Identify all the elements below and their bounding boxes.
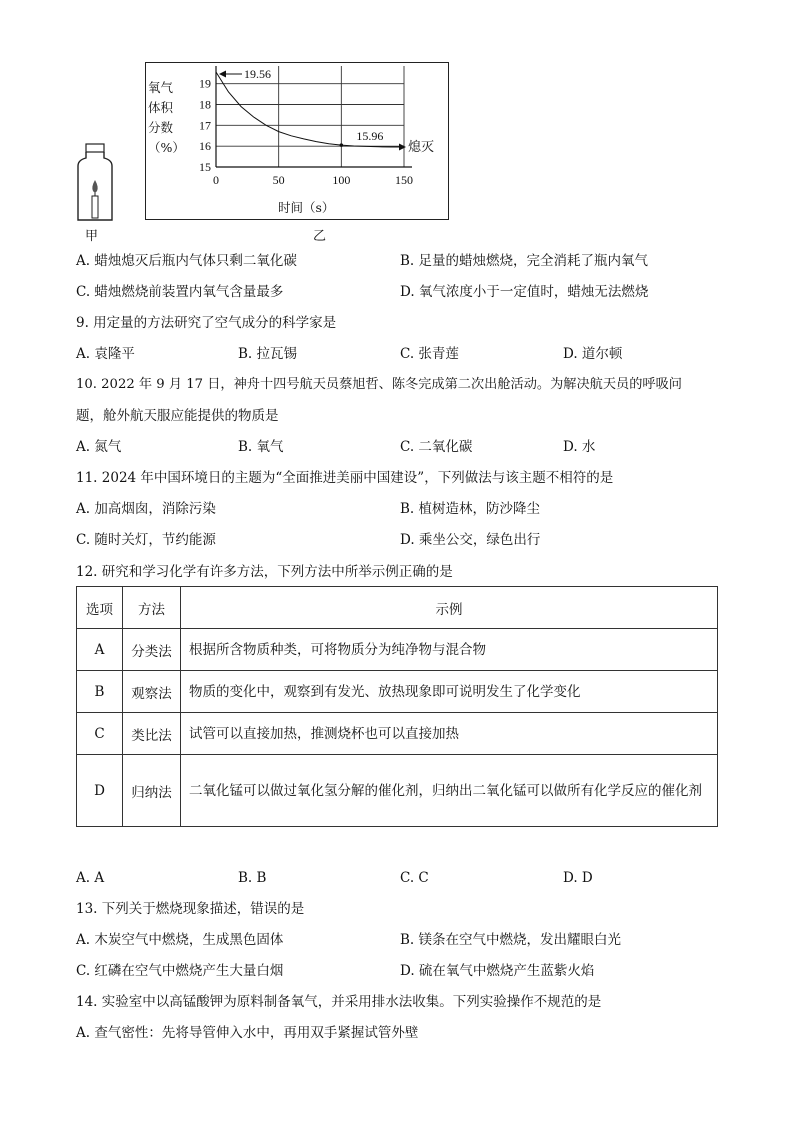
table-cell: 根据所含物质种类，可将物质分为纯净物与混合物: [181, 629, 718, 671]
q12-table: [76, 586, 718, 827]
table-cell: D: [77, 755, 123, 827]
q10-stem-line1: 10. 2022 年 9 月 17 日，神舟十四号航天员蔡旭哲、陈冬完成第二次出舱活动。为解决航天员的呼吸问: [76, 377, 682, 392]
q13-stem: 13. 下列关于燃烧现象描述，错误的是: [76, 901, 305, 917]
chart-xlabel: 时间（s）: [278, 200, 335, 215]
y-tick-label: 15: [199, 160, 211, 174]
q9-option-a: A. 袁隆平: [76, 346, 135, 362]
table-header-row: [77, 587, 718, 629]
start-arrow-head: [219, 71, 226, 78]
q10-option-b: B. 氧气: [238, 439, 284, 455]
table-row: [77, 629, 718, 671]
y-tick-label: 19: [199, 76, 211, 91]
table-cell: A: [77, 629, 123, 671]
x-tick-label: 50: [272, 173, 285, 187]
x-tick-label: 0: [213, 173, 219, 187]
q12-option-b: B. B: [238, 870, 267, 886]
q11-stem: 11. 2024 年中国环境日的主题为“全面推进美丽中国建设”，下列做法与该主题不相符的是: [76, 470, 614, 486]
q11-option-c: C. 随时关灯，节约能源: [76, 532, 216, 548]
jar-label: 甲: [85, 229, 99, 244]
table-cell: B: [77, 671, 123, 713]
table-cell: 分类法: [123, 629, 181, 671]
q13-option-c: C. 红磷在空气中燃烧产生大量白烟: [76, 963, 284, 979]
table-cell: 试管可以直接加热，推测烧杯也可以直接加热: [181, 713, 718, 755]
candle-jar-figure: [74, 142, 116, 224]
q10-stem-line2: 题，舱外航天服应能提供的物质是: [76, 408, 279, 424]
end-arrow: [399, 144, 406, 151]
q11-option-b: B. 植树造林，防沙降尘: [400, 501, 541, 517]
table-header: 示例: [181, 587, 718, 629]
q12-stem: 12. 研究和学习化学有许多方法，下列方法中所举示例正确的是: [76, 564, 453, 580]
y-tick-label: 17: [199, 118, 211, 133]
oxygen-chart: [180, 64, 444, 214]
table-row: [77, 755, 718, 827]
x-tick-label: 150: [395, 173, 413, 187]
table-cell: 物质的变化中，观察到有发光、放热现象即可说明发生了化学变化: [181, 671, 718, 713]
panel-label: 乙: [313, 229, 327, 244]
q14-stem: 14. 实验室中以高锰酸钾为原料制备氧气，并采用排水法收集。下列实验操作不规范的是: [76, 994, 602, 1010]
table-cell: C: [77, 713, 123, 755]
q13-option-d: D. 硫在氧气中燃烧产生蓝紫火焰: [400, 963, 595, 979]
table-header: 方法: [123, 587, 181, 629]
q13-option-b: B. 镁条在空气中燃烧，发出耀眼白光: [400, 932, 622, 948]
ylabel-line: 分数: [148, 120, 174, 135]
q8-option-c: C. 蜡烛燃烧前装置内氧气含量最多: [76, 284, 284, 300]
table-row: [77, 671, 718, 713]
table-cell: 观察法: [123, 671, 181, 713]
q13-option-a: A. 木炭空气中燃烧，生成黑色固体: [76, 932, 284, 948]
q11-option-d: D. 乘坐公交，绿色出行: [400, 532, 541, 548]
q9-option-c: C. 张青莲: [400, 346, 459, 362]
annotation-end-value: 15.96: [356, 129, 384, 143]
ylabel-line: 体积: [148, 100, 174, 115]
q10-option-c: C. 二氧化碳: [400, 439, 473, 455]
table-row: [77, 713, 718, 755]
ylabel-line: （%）: [148, 140, 185, 155]
q10-option-d: D. 水: [563, 439, 596, 455]
q12-option-a: A. A: [76, 870, 105, 886]
table-cell: 类比法: [123, 713, 181, 755]
q12-option-c: C. C: [400, 870, 429, 886]
table-cell: 归纳法: [123, 755, 181, 827]
q14-option-a: A. 查气密性：先将导管伸入水中，再用双手紧握试管外壁: [76, 1025, 419, 1041]
q11-option-a: A. 加高烟囱，消除污染: [76, 501, 216, 517]
annotation-start-value: 19.56: [244, 67, 271, 81]
annotation-extinguish: 熄灭: [408, 140, 435, 155]
q9-stem: 9. 用定量的方法研究了空气成分的科学家是: [76, 315, 337, 331]
q9-option-d: D. 道尔顿: [563, 346, 623, 362]
table-header: 选项: [77, 587, 123, 629]
q10-option-a: A. 氮气: [76, 439, 122, 455]
q8-option-a: A. 蜡烛熄灭后瓶内气体只剩二氧化碳: [76, 253, 297, 269]
q9-option-b: B. 拉瓦锡: [238, 346, 298, 362]
q12-option-d: D. D: [563, 870, 593, 886]
table-cell: 二氧化锰可以做过氧化氢分解的催化剂，归纳出二氧化锰可以做所有化学反应的催化剂: [181, 755, 718, 827]
q8-option-d: D. 氧气浓度小于一定值时，蜡烛无法燃烧: [400, 284, 649, 300]
y-tick-label: 18: [199, 97, 211, 112]
x-tick-label: 100: [332, 173, 351, 187]
q8-option-b: B. 足量的蜡烛燃烧，完全消耗了瓶内氧气: [400, 253, 649, 269]
ylabel-line: 氧气: [148, 80, 174, 95]
y-tick-label: 16: [199, 139, 211, 154]
data-point: [340, 143, 344, 147]
